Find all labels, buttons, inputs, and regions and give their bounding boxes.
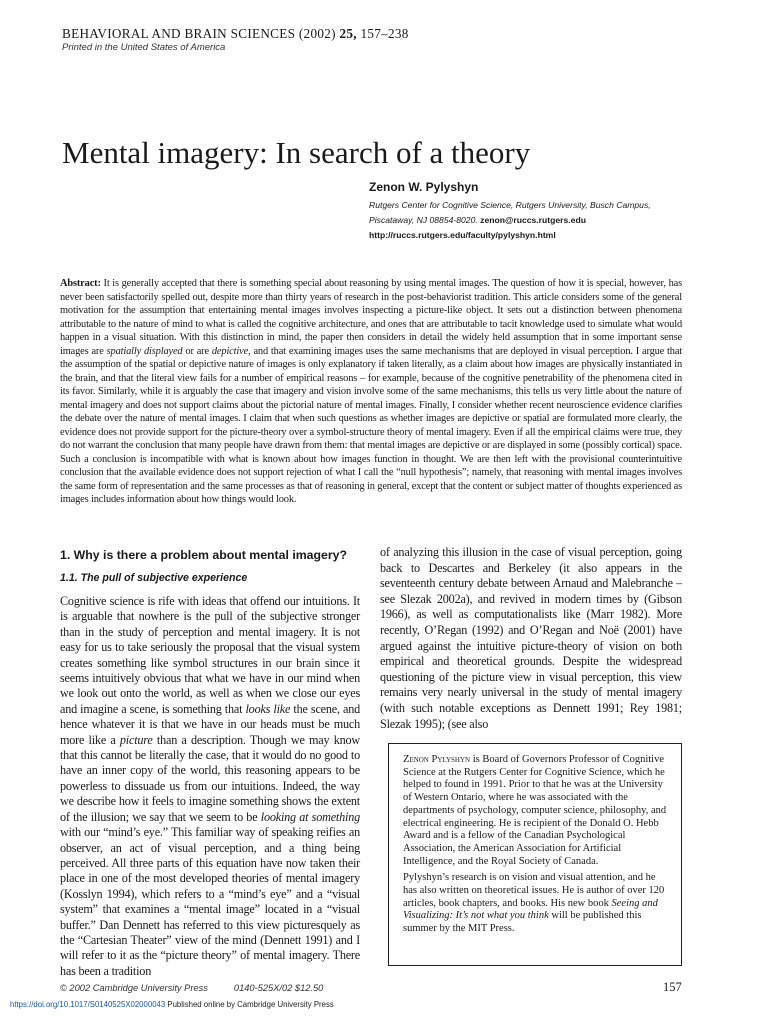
left-text-4: with our “mind’s eye.” This familiar way of speaking reifies an observer, an act of visual perception, and a thing being perceived. All three parts of this equation have now taken their place in one of the most developed theories of mental imagery (Kosslyn 1994), which refers to a “mind’s eye” and a “visual system” that examines a “mental image” located in a “visual buffer.” Dan Dennett has referred to this view picturesquely as the “Cartesian Theater” view of the mind (Dennett 1991) and I will refer to it as the “picture theory” of mental imagery. There has been a tradition [60,825,360,978]
bio-text-1: is Board of Governors Professor of Cognitive Science at the Rutgers Center for Cognitive Science, which he helped to found in 1991. Prior to that he was at the University of Western Ontario, where he was associated with the departments of psychology, computer science, philosophy, and electrical engineering. He is recipient of the Donald O. Hebb Award and is a fellow of the Canadian Psychological Association, the American Association for Artificial Intelligence, and the Royal Society of Canada. [403,754,667,867]
journal-name: BEHAVIORAL AND BRAIN SCIENCES (2002) [62,26,336,41]
left-em-2: picture [119,732,153,747]
abstract-em-1: spatially displayed [106,345,183,357]
footer-copyright: © 2002 Cambridge University Press [60,983,208,993]
abstract-text-b: or are [185,345,209,357]
published-note: Published online by Cambridge University Press [167,1000,334,1009]
doi-link[interactable]: https://doi.org/10.1017/S0140525X02000043 [10,1000,166,1009]
left-text-3: than a description. Though we may know that this cannot be literally the case, that it would do no good to have an inner copy of the world, this reasoning appears to be powerless to dissuade us from our intuitions. Indeed, the way we describe how it feels to imagine something shows the extent of the illusion; we say that we seem to be [60,732,360,824]
bio-text-2a: Pylyshyn’s research is on vision and visual attention, and he has also written on theoretical issues. He is author of over 120 articles, book chapters, and books. His new book [403,872,665,909]
affiliation-address: Piscataway, NJ 08854-8020. [369,215,478,225]
footer-price: 0140-525X/02 $12.50 [233,983,324,993]
abstract-label: Abstract: [60,278,101,289]
journal-volume: 25, [339,26,357,41]
bio-author-name: Zenon Pylyshyn [403,754,471,765]
author-email[interactable]: zenon@ruccs.rutgers.edu [480,215,586,225]
left-em-3: looking at something [260,809,360,824]
left-body-text [60,594,360,979]
abstract-text-a: It is generally accepted that there is something special about reasoning by using mental images. The question of how it is special, however, has never been satisfactorily spelled out, despite more than thirty years of research in the post-behaviorist tradition. This article considers some of the general motivation for the assumption that entertaining mental images involves inspecting a picture-like object. It sets out a distinction between phenomena attributable to the nature of mind to what is called the cognitive architecture, and ones that are attributable to tacit knowledge used to simulate what would happen in a visual situation. With this distinction in mind, the paper then considers in detail the widely held assumption that in some important sense images are [60,278,682,357]
right-body-text: of analyzing this illusion in the case of visual perception, going back to Descartes and Berkeley (it also appears in the seventeenth century debate between Arnaud and Malebranche – see Slezak 2002a), and revived in modern times by (Gibson 1966), as well as computationalists like (Marr 1982). More recently, O’Regan (1992) and O’Regan and Noë (2001) have argued against the intuitive picture-theory of vision on both empirical and theoretical grounds. Despite the widespread questioning of the picture view in visual perception, this view remains very nearly universal in the study of mental imagery (with such notable exceptions as Dennett 1991; Rey 1981; Slezak 1995); (see also [380,545,682,731]
bio-book-title: Seeing and Visualizing: It’s not what you think [403,897,658,922]
section-heading: 1. Why is there a problem about mental imagery? [60,548,347,562]
abstract-text-c: and that examining images uses the same mechanisms that are deployed in visual perception. I argue that the assumption of the spatial or depictive nature of images is only explanatory if taken literally, as a claim about how images are physically instantiated in the brain, and that the literal view fails for a number of empirical reasons – for example, because of the cognitive penetrability of the phenomena cited in its favor. Similarly, while it is arguably the case that imagery and vision involve some of the same mechanisms, this tells us very little about the nature of mental imagery and does not support claims about the pictorial nature of mental images. Finally, I consider whether recent neuroscience evidence clarifies the debate over the nature of mental images. I claim that when such questions as whether images are depictive or spatial are formulated more clearly, the evidence does not provide support for the picture-theory over a symbol-structure theory of mental imagery. Even if all the empirical claims were true, they do not warrant the conclusion that many people have drawn from them: that mental images are depictive or are displayed in some (possibly cortical) space. Such a conclusion is incompatible with what is known about how images function in thought. We are then left with the provisional counterintuitive conclusion that the available evidence does not support rejection of what I call the “null hypothesis”; namely, that reasoning with mental images involves the same form of representation and the same processes as that of reasoning in general, except that the content or subject matter of thoughts experienced as images includes information about how things would look. [60,345,683,505]
doi-line [10,1000,334,1009]
journal-pages: 157–238 [360,26,409,41]
left-text-2: the scene, and hence whatever it is that we have in our heads must be much more like a [60,701,360,747]
bio-paragraph-1 [403,754,671,868]
journal-header [62,26,409,42]
left-text-1: Cognitive science is rife with ideas that offend our intuitions. It is arguable that nowhere is the pull of the subjective stronger than in the study of perception and mental imagery. It is not easy for us to take seriously the proposal that the visual system creates something like symbol structures in our brain since it seems intuitively obvious that what we have in our mind when we look out onto the world, as well as when we close our eyes and imagine a scene, is something that [60,594,360,716]
abstract [60,277,682,507]
author-block [369,180,699,243]
article-title: Mental imagery: In search of a theory [62,134,531,170]
bio-text-2b: will be published this summer by the MIT Press. [403,910,642,935]
abstract-em-2: depictive, [211,345,251,357]
footer-left [60,983,323,993]
subsection-heading: 1.1. The pull of subjective experience [60,572,248,584]
right-column [380,545,682,732]
affiliation-line-1: Rutgers Center for Cognitive Science, Rutgers University, Busch Campus, [369,200,651,210]
affiliation-line-2 [369,213,699,228]
printed-note: Printed in the United States of America [62,42,226,53]
author-bio-box [388,743,682,966]
bio-paragraph-2 [403,872,671,936]
left-column [60,548,360,979]
author-name: Zenon W. Pylyshyn [369,180,479,194]
left-em-1: looks like [245,701,291,716]
author-url[interactable]: http://ruccs.rutgers.edu/faculty/pylyshyn.html [369,230,556,240]
page-number: 157 [663,980,682,994]
